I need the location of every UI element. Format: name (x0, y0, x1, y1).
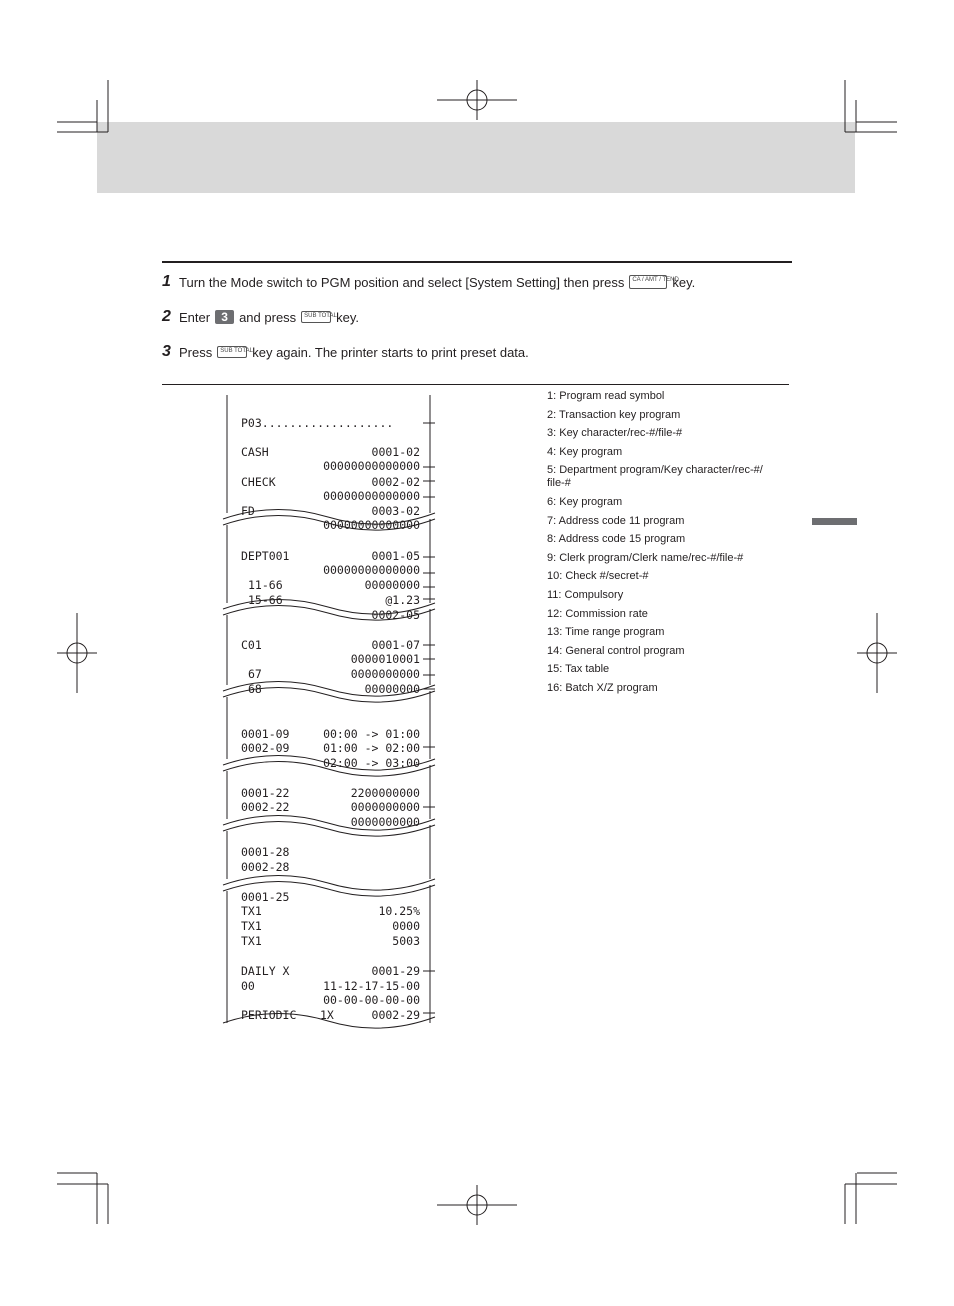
receipt-line-value: 0003-02 (371, 504, 420, 518)
receipt-line-label: TX1 (241, 919, 262, 933)
step-text: Turn the Mode switch to PGM position and select [System Setting] then press (179, 274, 625, 290)
receipt-line-value: 02:00 -> 03:00 (323, 756, 420, 770)
receipt-line-label: C01 (241, 638, 262, 652)
receipt-line-value: 0002-29 (371, 1008, 420, 1022)
receipt-line-value: 00000000000000 (323, 563, 420, 577)
receipt-line-label: DAILY X (241, 964, 290, 978)
legend-item: 4: Key program (547, 445, 623, 458)
step-text-end: key again. The printer starts to print preset data. (252, 344, 529, 360)
receipt-line-value: 0000000000 (350, 815, 420, 829)
receipt-line-value: 00000000000000 (323, 518, 420, 532)
receipt-line-label: 0001-25 (241, 890, 290, 904)
receipt-line-value: 5003 (392, 934, 420, 948)
receipt-line-value: 00:00 -> 01:00 (323, 727, 420, 741)
receipt-line-value: 11-12-17-15-00 (323, 979, 420, 993)
receipt-line-label: 0001-09 (241, 727, 290, 741)
receipt-line-value: 00-00-00-00-00 (323, 993, 420, 1007)
receipt-line-label: 0002-28 (241, 860, 290, 874)
receipt-line-label: 00 (241, 979, 255, 993)
legend-list (547, 390, 787, 701)
step-text-end: key. (336, 309, 360, 325)
receipt-line-label: PERIODIC (241, 1008, 297, 1022)
legend-item: 11: Compulsory (547, 588, 624, 601)
receipt-line-label: CHECK (241, 475, 276, 489)
receipt-line-value: 01:00 -> 02:00 (323, 741, 420, 755)
legend-item: 2: Transaction key program (547, 408, 681, 421)
receipt-line-label: 0001-28 (241, 845, 290, 859)
legend-item: 10: Check #/secret-# (547, 570, 649, 583)
step-text-mid: and press (239, 309, 297, 325)
receipt-line-value: 0001-02 (371, 445, 420, 459)
step-3 (162, 343, 529, 361)
receipt-line-value: 0000 (392, 919, 420, 933)
receipt-line-value: 0002-05 (371, 608, 420, 622)
receipt-header: P03................... (241, 416, 394, 430)
legend-item: 6: Key program (547, 495, 623, 508)
receipt-line-label: DEPT001 (241, 549, 290, 563)
receipt-line-label: TX1 (241, 904, 262, 918)
number-key-icon: 3 (215, 310, 234, 324)
legend-item: 5: Department program/Key character/rec-#/ file-# (547, 464, 763, 490)
step-number: 2 (162, 308, 171, 325)
receipt-line-value: 10.25% (378, 904, 420, 918)
receipt-line-value: 2200000000 (350, 786, 420, 800)
subtotal-key-icon: SUB TOTAL (301, 311, 331, 323)
step-number: 3 (162, 343, 171, 360)
step-number: 1 (162, 273, 171, 290)
receipt-line-label: 68 (248, 682, 262, 696)
legend-item: 3: Key character/rec-#/file-# (547, 427, 683, 440)
receipt-line-label: 0001-22 (241, 786, 290, 800)
receipt-line-value: 0002-02 (371, 475, 420, 489)
step-text-end: key. (672, 274, 696, 290)
receipt-line-label: 67 (248, 667, 262, 681)
receipt-line-value: 00000000 (364, 578, 420, 592)
receipt-line-mid: 1X (320, 1008, 334, 1022)
legend-item: 15: Tax table (547, 663, 610, 676)
step-text: Enter (179, 309, 211, 325)
legend-item: 9: Clerk program/Clerk name/rec-#/file-# (547, 551, 744, 564)
legend-item: 1: Program read symbol (547, 390, 665, 402)
legend-item: 16: Batch X/Z program (547, 681, 658, 694)
legend-item: 7: Address code 11 program (547, 514, 685, 527)
ca-amt-tend-key-icon: CA / AMT / TEND (629, 275, 667, 289)
receipt-line-value: 0000000000 (350, 800, 420, 814)
receipt-line-value: 0001-07 (371, 638, 420, 652)
receipt-line-label: 11-66 (248, 578, 283, 592)
receipt-line-label: 0002-09 (241, 741, 290, 755)
receipt-line-label: 0002-22 (241, 800, 290, 814)
receipt-line-label: CASH (241, 445, 269, 459)
legend-item: 8: Address code 15 program (547, 533, 686, 546)
legend-item: 12: Commission rate (547, 607, 648, 620)
receipt-line-value: 0000000000 (350, 667, 420, 681)
receipt-line-label: FD (241, 504, 255, 518)
receipt-line-value: 0001-05 (371, 549, 420, 563)
receipt-line-value: 0001-29 (371, 964, 420, 978)
step-2 (162, 308, 359, 326)
step-1 (162, 273, 695, 291)
receipt-line-value: 00000000 (364, 682, 420, 696)
step-text: Press (179, 344, 213, 360)
subtotal-key-icon: SUB TOTAL (217, 346, 247, 358)
receipt-line-label: 15-66 (248, 593, 283, 607)
receipt-line-value: 0000010001 (350, 652, 420, 666)
legend-item: 13: Time range program (547, 626, 665, 639)
receipt-line-label: TX1 (241, 934, 262, 948)
receipt-line-value: 00000000000000 (323, 459, 420, 473)
legend-item: 14: General control program (547, 644, 685, 657)
receipt-line-value: @1.23 (385, 593, 420, 607)
receipt-line-value: 00000000000000 (323, 489, 420, 503)
